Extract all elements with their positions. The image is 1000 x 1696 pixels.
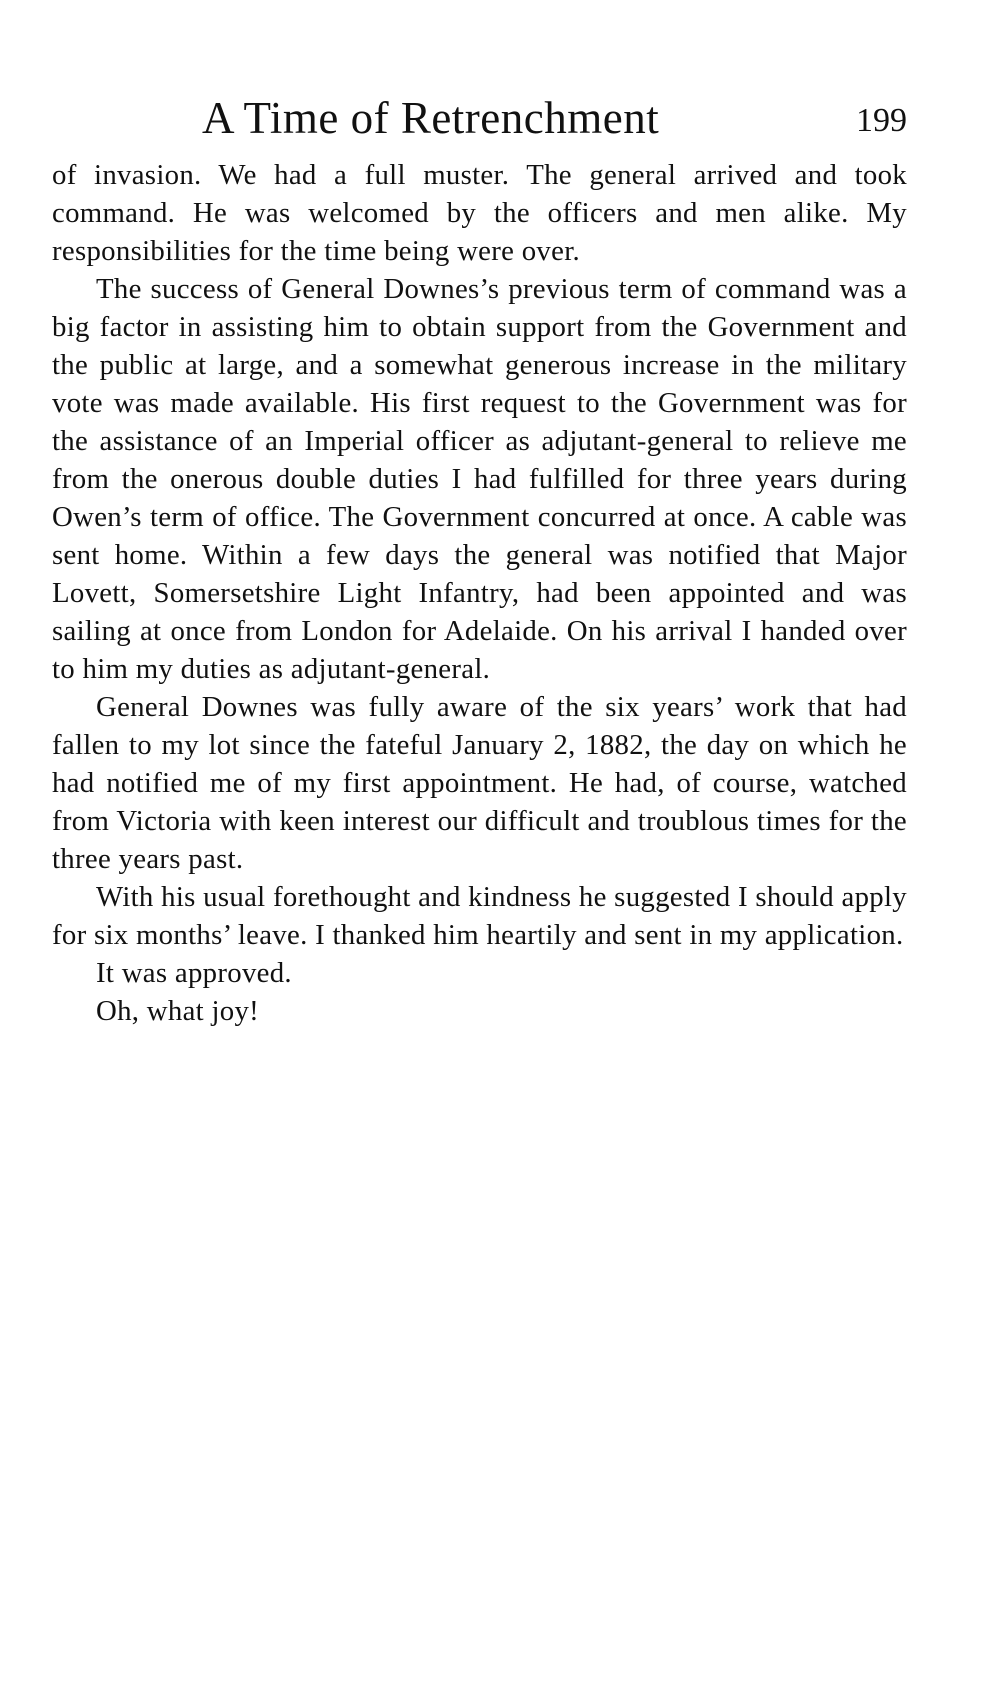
paragraph: General Downes was fully aware of the six years’ work that had fallen to my lot since the fateful January 2, 1882, the day on which he had notified me of my first appointment. He had, of course, watched from Victoria with keen interest our difficult and troublous times for the three years past. bbox=[52, 691, 907, 875]
paragraph: The success of General Downes’s previous term of command was a big factor in assisting him to obtain support from the Government and the public at large, and a somewhat generous increase in the military vote was made available. His first request to the Government was for the assistance of an Imperial officer as adjutant-general to relieve me from the onerous double duties I had fulfilled for three years during Owen’s term of office. The Government concurred at once. A cable was sent home. Within a few days the general was notified that Major Lovett, Somersetshire Light Infantry, had been appointed and was sailing at once from London for Adelaide. On his arrival I handed over to him my duties as adjutant-general. bbox=[52, 273, 907, 685]
paragraph: of invasion. We had a full muster. The general arrived and took command. He was welcomed by the officers and men alike. My responsibilities for the time being were over. bbox=[52, 159, 907, 267]
page-content bbox=[52, 88, 907, 1030]
chapter-title: A Time of Retrenchment bbox=[202, 93, 660, 143]
paragraph: Oh, what joy! bbox=[96, 995, 260, 1027]
body-text bbox=[52, 156, 907, 1030]
page-number: 199 bbox=[856, 102, 907, 139]
running-head bbox=[52, 88, 907, 148]
paragraph: With his usual forethought and kindness he suggested I should apply for six months’ leave. I thanked him heartily and sent in my application. bbox=[52, 881, 907, 951]
paragraph: It was approved. bbox=[96, 957, 292, 989]
